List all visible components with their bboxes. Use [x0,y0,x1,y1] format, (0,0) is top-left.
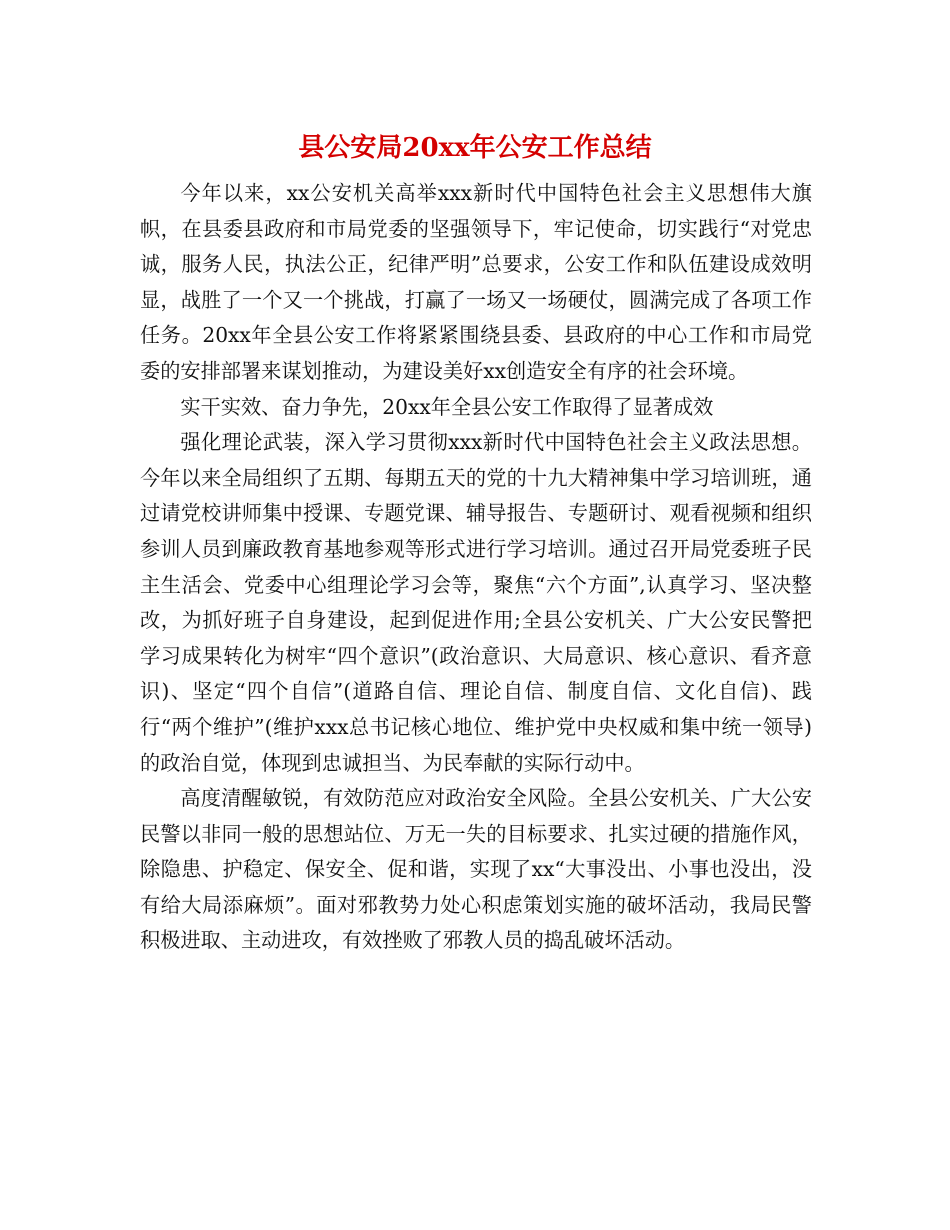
paragraph-theory-study: 强化理论武装，深入学习贯彻xxx新时代中国特色社会主义政法思想。今年以来全局组织了五期、每期五天的党的十九大精神集中学习培训班，通过请党校讲师集中授课、专题党课、辅导报告、专题研讨、观看视频和组织参训人员到廉政教育基地参观等形式进行学习培训。通过召开局党委班子民主生活会、党委中心组理论学习会等，聚焦“六个方面”,认真学习、坚决整改，为抓好班子自身建设，起到促进作用;全县公安机关、广大公安民警把学习成果转化为树牢“四个意识”(政治意识、大局意识、核心意识、看齐意识)、坚定“四个自信”(道路自信、理论自信、制度自信、文化自信)、践行“两个维护”(维护xxx总书记核心地位、维护党中央权威和集中统一领导)的政治自觉，体现到忠诚担当、为民奉献的实际行动中。 [140,430,812,775]
paragraph-intro: 今年以来，xx公安机关高举xxx新时代中国特色社会主义思想伟大旗帜，在县委县政府和市局党委的坚强领导下，牢记使命，切实践行“对党忠诚，服务人民，执法公正，纪律严明”总要求，公安工作和队伍建设成效明显，战胜了一个又一个挑战，打赢了一场又一场硬仗，圆满完成了各项工作任务。20xx年全县公安工作将紧紧围绕县委、县政府的中心工作和市局党委的安排部署来谋划推动，为建设美好xx创造安全有序的社会环境。 [140,181,812,383]
document-title: 县公安局20xx年公安工作总结 [298,133,652,163]
document-body [140,176,812,959]
paragraph-political-security: 高度清醒敏锐，有效防范应对政治安全风险。全县公安机关、广大公安民警以非同一般的思想站位、万无一失的目标要求、扎实过硬的措施作风，除隐患、护稳定、保安全、促和谐，实现了xx“大事没出、小事也没出，没有给大局添麻烦”。面对邪教势力处心积虑策划实施的破坏活动，我局民警积极进取、主动进攻，有效挫败了邪教人员的捣乱破坏活动。 [140,786,812,953]
paragraph-heading-achievements: 实干实效、奋力争先，20xx年全县公安工作取得了显著成效 [180,394,714,419]
